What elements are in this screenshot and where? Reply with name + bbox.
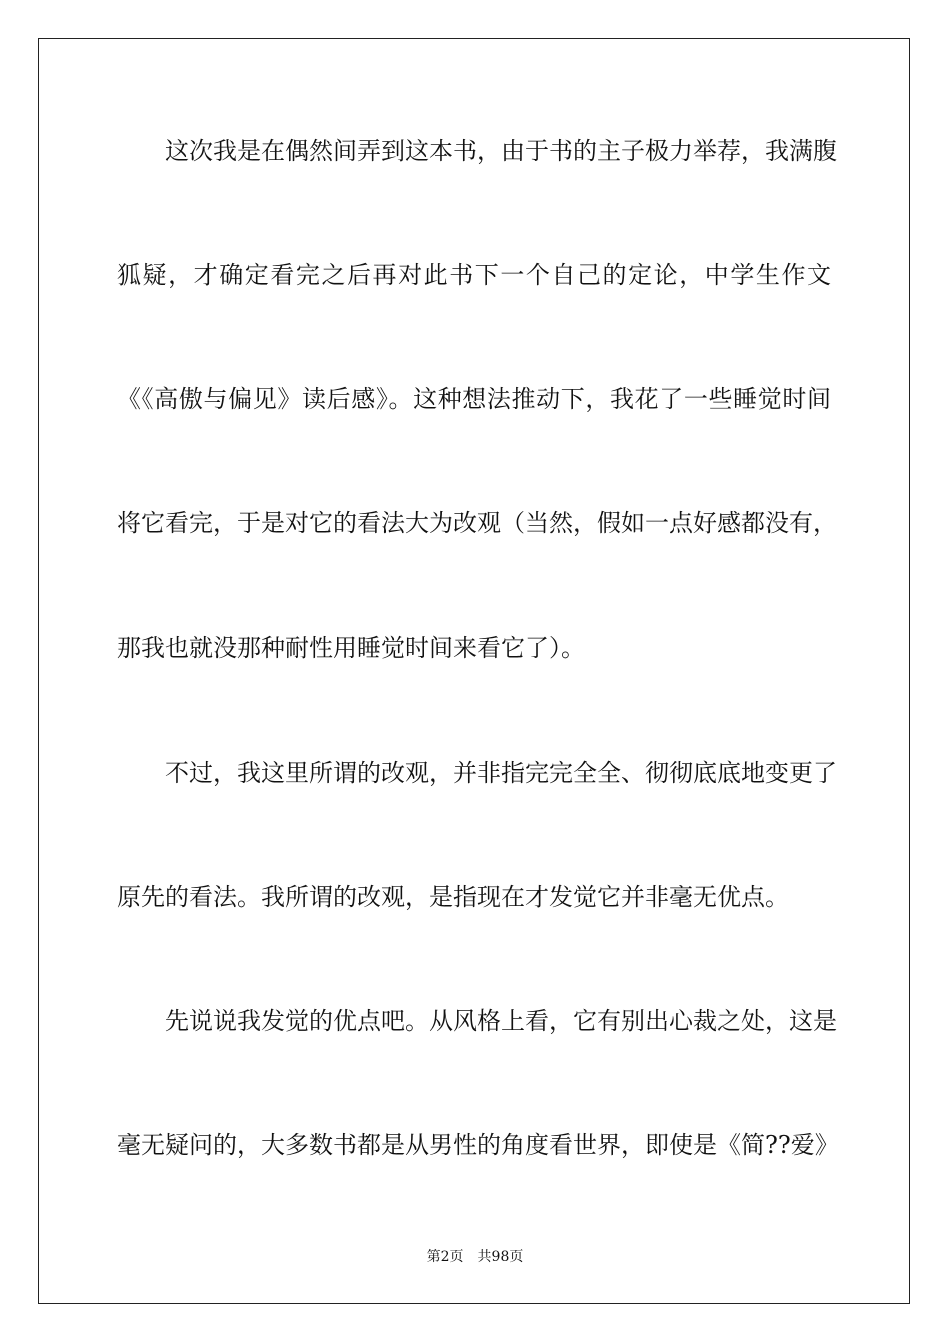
page-total: 共98页 [477, 1249, 524, 1265]
paragraph-1-line-3: 《《高傲与偏见》读后感》。这种想法推动下，我花了一些睡觉时间 [117, 385, 831, 413]
paragraph-2-line-1: 不过，我这里所谓的改观，并非指完完全全、彻彻底底地变更了 [165, 759, 837, 787]
paragraph-3-line-2: 毫无疑问的，大多数书都是从男性的角度看世界，即使是《简??爱》 [117, 1131, 839, 1159]
paragraph-1-line-2: 狐疑，才确定看完之后再对此书下一个自己的定论，中学生作文 [117, 261, 831, 289]
paragraph-1-line-1: 这次我是在偶然间弄到这本书，由于书的主子极力举荐，我满腹 [165, 137, 837, 165]
page-footer [0, 1248, 950, 1266]
page-number: 第2页 [426, 1249, 464, 1265]
page-border [38, 38, 910, 1304]
paragraph-2-line-2: 原先的看法。我所谓的改观，是指现在才发觉它并非毫无优点。 [117, 883, 789, 911]
paragraph-1-line-5: 那我也就没那种耐性用睡觉时间来看它了）。 [117, 634, 585, 662]
paragraph-3-line-1: 先说说我发觉的优点吧。从风格上看，它有别出心裁之处，这是 [165, 1007, 837, 1035]
paragraph-1-line-4: 将它看完，于是对它的看法大为改观（当然，假如一点好感都没有， [117, 509, 837, 537]
